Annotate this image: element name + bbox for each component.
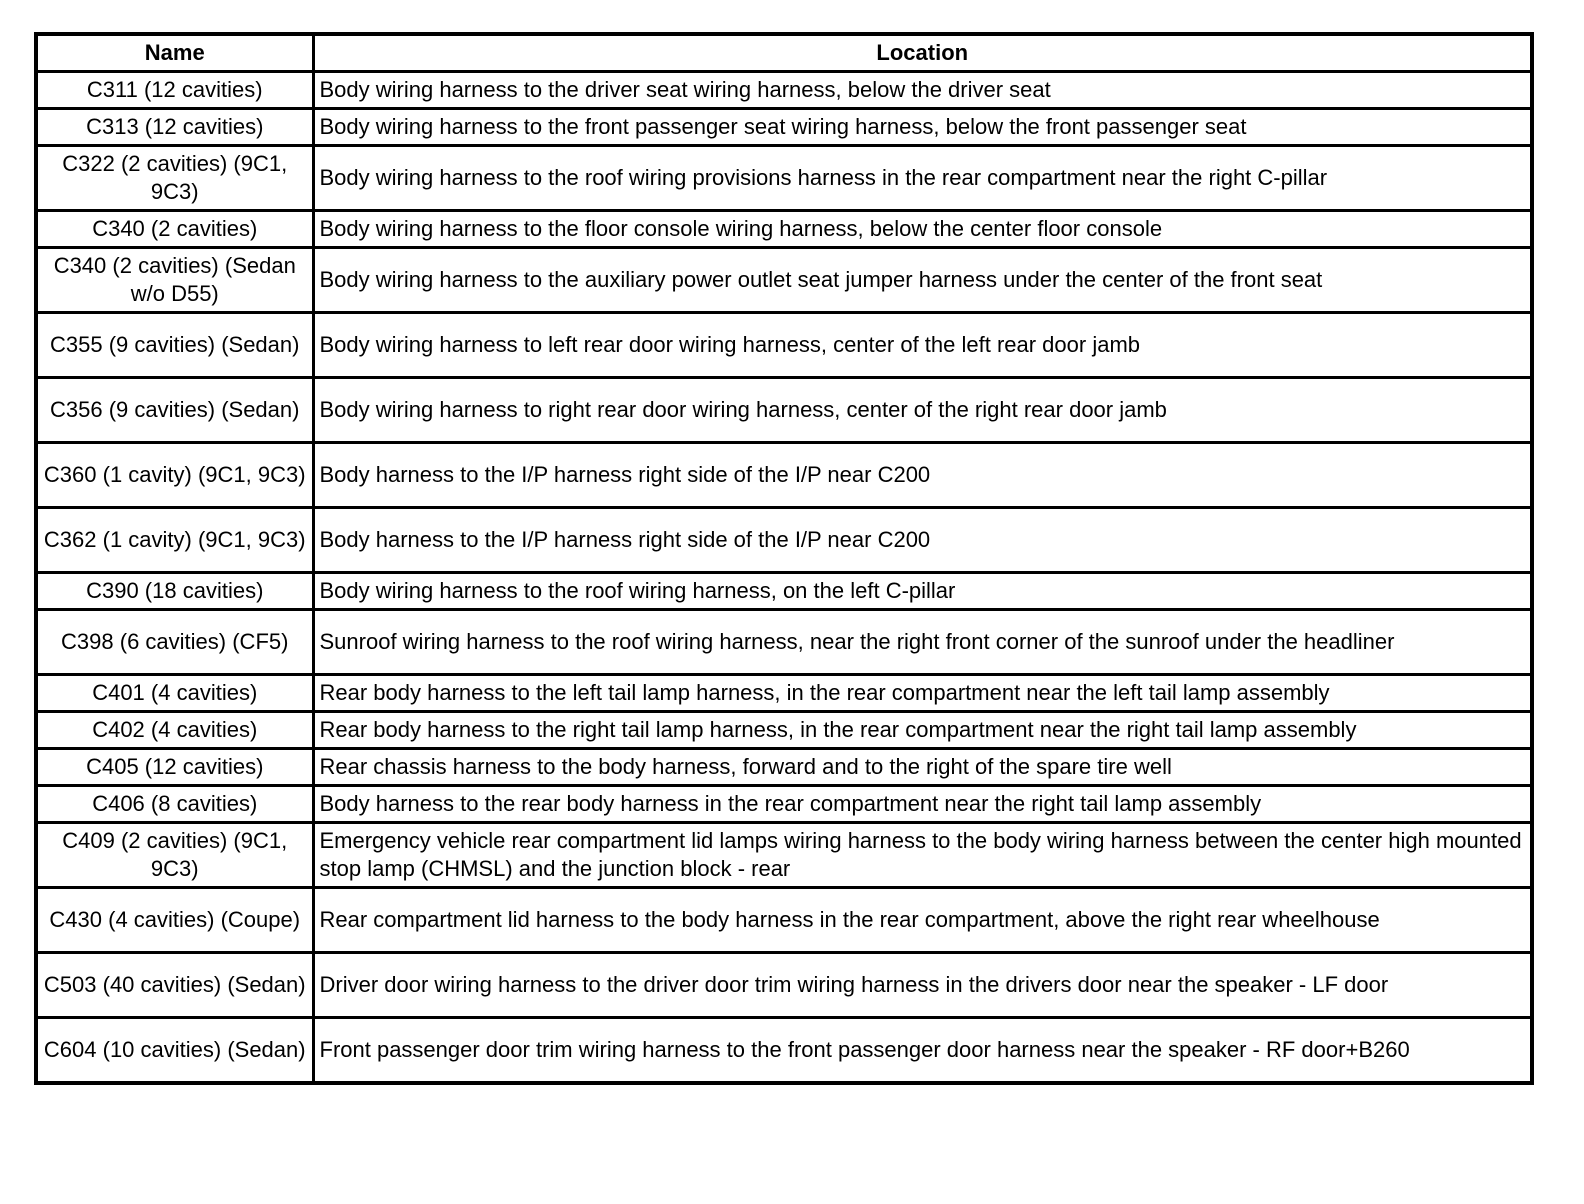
connector-location-cell: Body wiring harness to the floor console wiring harness, below the center floor console xyxy=(313,211,1532,248)
table-row xyxy=(36,1018,1532,1084)
table-header-row xyxy=(36,34,1532,72)
table-row xyxy=(36,146,1532,211)
connector-name-cell: C402 (4 cavities) xyxy=(36,712,313,749)
connector-name-cell: C322 (2 cavities) (9C1, 9C3) xyxy=(36,146,313,211)
connector-location-cell: Body harness to the I/P harness right side of the I/P near C200 xyxy=(313,508,1532,573)
table-row xyxy=(36,675,1532,712)
connector-location-cell: Rear body harness to the right tail lamp harness, in the rear compartment near the right tail lamp assembly xyxy=(313,712,1532,749)
connector-name-cell: C390 (18 cavities) xyxy=(36,573,313,610)
table-row xyxy=(36,248,1532,313)
connector-name-cell: C360 (1 cavity) (9C1, 9C3) xyxy=(36,443,313,508)
connector-location-cell: Body wiring harness to right rear door wiring harness, center of the right rear door jamb xyxy=(313,378,1532,443)
connector-location-cell: Emergency vehicle rear compartment lid lamps wiring harness to the body wiring harness between the center high mounted stop lamp (CHMSL) and the junction block - rear xyxy=(313,823,1532,888)
connector-location-cell: Body harness to the rear body harness in the rear compartment near the right tail lamp assembly xyxy=(313,786,1532,823)
connector-name-cell: C355 (9 cavities) (Sedan) xyxy=(36,313,313,378)
column-header-name: Name xyxy=(36,34,313,72)
table-row xyxy=(36,378,1532,443)
table-row xyxy=(36,72,1532,109)
connector-location-cell: Sunroof wiring harness to the roof wiring harness, near the right front corner of the sunroof under the headliner xyxy=(313,610,1532,675)
table-row xyxy=(36,508,1532,573)
connector-name-cell: C604 (10 cavities) (Sedan) xyxy=(36,1018,313,1084)
connector-location-cell: Rear compartment lid harness to the body harness in the rear compartment, above the right rear wheelhouse xyxy=(313,888,1532,953)
connector-location-table xyxy=(34,32,1534,1085)
connector-name-cell: C313 (12 cavities) xyxy=(36,109,313,146)
connector-location-cell: Body wiring harness to the roof wiring harness, on the left C-pillar xyxy=(313,573,1532,610)
table-row xyxy=(36,610,1532,675)
connector-name-cell: C362 (1 cavity) (9C1, 9C3) xyxy=(36,508,313,573)
connector-location-cell: Body wiring harness to the front passenger seat wiring harness, below the front passenger seat xyxy=(313,109,1532,146)
connector-location-cell: Body wiring harness to left rear door wiring harness, center of the left rear door jamb xyxy=(313,313,1532,378)
connector-location-cell: Body wiring harness to the driver seat wiring harness, below the driver seat xyxy=(313,72,1532,109)
connector-name-cell: C406 (8 cavities) xyxy=(36,786,313,823)
table-row xyxy=(36,712,1532,749)
connector-name-cell: C503 (40 cavities) (Sedan) xyxy=(36,953,313,1018)
table-row xyxy=(36,211,1532,248)
column-header-location: Location xyxy=(313,34,1532,72)
connector-location-cell: Rear chassis harness to the body harness, forward and to the right of the spare tire well xyxy=(313,749,1532,786)
connector-name-cell: C401 (4 cavities) xyxy=(36,675,313,712)
connector-location-table-container xyxy=(34,32,1534,1085)
connector-location-cell: Body wiring harness to the roof wiring provisions harness in the rear compartment near the right C-pillar xyxy=(313,146,1532,211)
connector-location-cell: Body harness to the I/P harness right side of the I/P near C200 xyxy=(313,443,1532,508)
connector-location-cell: Driver door wiring harness to the driver door trim wiring harness in the drivers door near the speaker - LF door xyxy=(313,953,1532,1018)
connector-name-cell: C340 (2 cavities) xyxy=(36,211,313,248)
table-row xyxy=(36,823,1532,888)
connector-name-cell: C430 (4 cavities) (Coupe) xyxy=(36,888,313,953)
connector-name-cell: C409 (2 cavities) (9C1, 9C3) xyxy=(36,823,313,888)
connector-name-cell: C311 (12 cavities) xyxy=(36,72,313,109)
connector-location-cell: Front passenger door trim wiring harness to the front passenger door harness near the speaker - RF door+B260 xyxy=(313,1018,1532,1084)
connector-name-cell: C356 (9 cavities) (Sedan) xyxy=(36,378,313,443)
connector-name-cell: C405 (12 cavities) xyxy=(36,749,313,786)
table-row xyxy=(36,786,1532,823)
connector-name-cell: C398 (6 cavities) (CF5) xyxy=(36,610,313,675)
table-row xyxy=(36,313,1532,378)
table-row xyxy=(36,888,1532,953)
connector-location-cell: Rear body harness to the left tail lamp harness, in the rear compartment near the left tail lamp assembly xyxy=(313,675,1532,712)
table-row xyxy=(36,109,1532,146)
connector-name-cell: C340 (2 cavities) (Sedan w/o D55) xyxy=(36,248,313,313)
table-row xyxy=(36,443,1532,508)
table-row xyxy=(36,953,1532,1018)
table-row xyxy=(36,749,1532,786)
table-row xyxy=(36,573,1532,610)
connector-location-cell: Body wiring harness to the auxiliary power outlet seat jumper harness under the center of the front seat xyxy=(313,248,1532,313)
